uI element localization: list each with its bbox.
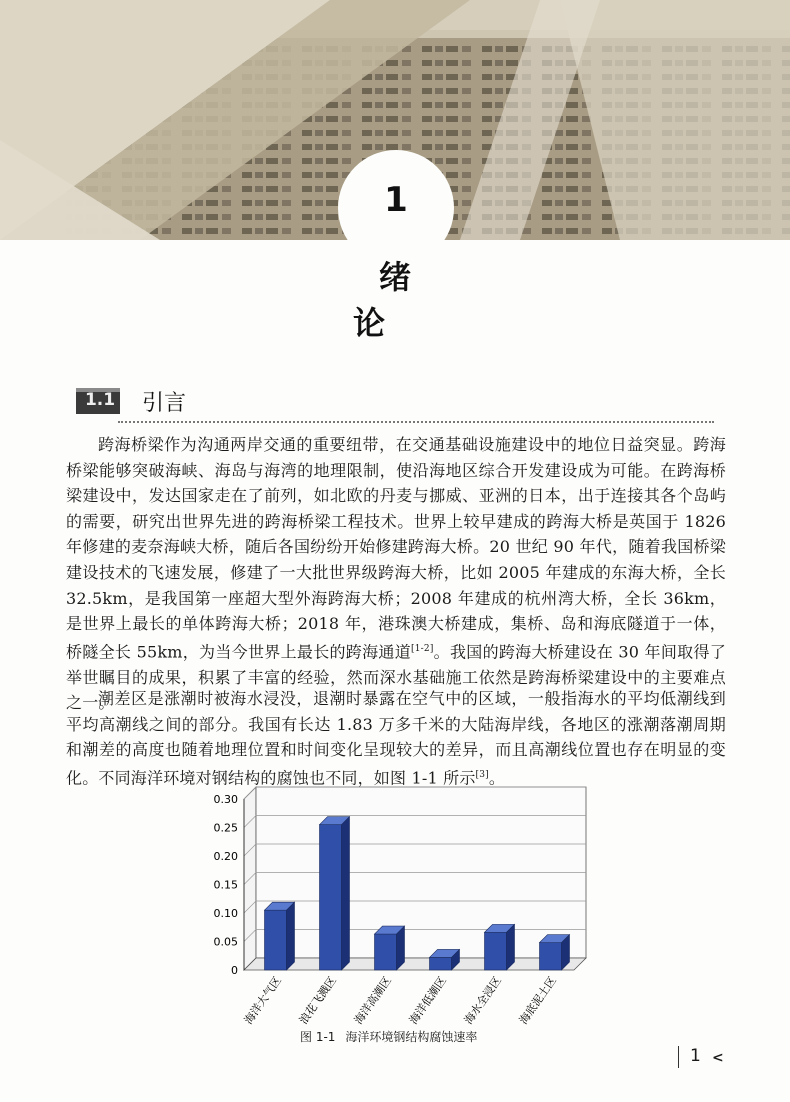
paragraph-2-text-end: 。 xyxy=(488,768,506,788)
figure-caption-text: 海洋环境钢结构腐蚀速率 xyxy=(345,1030,478,1044)
bar xyxy=(540,935,570,970)
section-divider xyxy=(118,421,714,423)
y-tick-label: 0.30 xyxy=(213,793,238,806)
citation-1-2: [1-2] xyxy=(411,643,434,654)
x-tick-label: 浪花飞溅区 xyxy=(296,974,339,1027)
y-tick-label: 0.25 xyxy=(213,821,238,835)
page-number-divider xyxy=(678,1046,679,1068)
y-tick-label: 0.05 xyxy=(213,935,238,949)
figure-caption xyxy=(300,1028,540,1045)
page-number: 1 xyxy=(690,1046,701,1066)
paragraph-1-text: 跨海桥梁作为沟通两岸交通的重要纽带，在交通基础设施建设中的地位日益突显。跨海桥梁能够突破海峡、海岛与海湾的地理限制，使沿海地区综合开发建设成为可能。在跨海桥梁建设中，发达国家走在了前列，如北欧的丹麦与挪威、亚洲的日本，出于连接其各个岛屿的需要，研究出世界先进的跨海桥梁工程技术。世界上较早建成的跨海大桥是英国于 1826 年修建的麦奈海峡大桥，随后各国纷纷开始修建跨海大桥。20 世纪 90 年代，随着我国桥梁建设技术的飞速发展，修建了一大批世界级跨海大桥，比如 2005 年建成的东海大桥，全长 32.5km，是我国第一座超大型外海跨海大桥；2008 年建成的杭州湾大桥，全长 36km，是世界上最长的单体跨海大桥；2018 年，港珠澳大桥建成，集桥、岛和海底隧道于一体，桥隧全长 55km，为当今世界上最长的跨海通道 xyxy=(66,435,726,662)
x-tick-label: 海洋大气区 xyxy=(241,974,284,1027)
bar xyxy=(320,817,350,970)
chapter-number: 1 xyxy=(384,180,408,220)
section-title: 引言 xyxy=(142,391,187,416)
bar xyxy=(485,924,515,970)
y-tick-label: 0.20 xyxy=(213,850,238,863)
bar xyxy=(375,926,405,970)
y-tick-label: 0.10 xyxy=(213,907,238,920)
x-tick-label: 海洋高潮区 xyxy=(351,974,394,1027)
x-tick-label: 海水全浸区 xyxy=(461,974,504,1027)
bar xyxy=(430,949,460,970)
y-tick-label: 0 xyxy=(231,964,238,977)
citation-3: [3] xyxy=(475,769,489,780)
chapter-title: 绪论 xyxy=(352,258,463,342)
chart-floor xyxy=(244,958,586,970)
x-tick-label: 海洋低潮区 xyxy=(406,974,449,1027)
paragraph-2-text: 潮差区是涨潮时被海水浸没，退潮时暴露在空气中的区域，一般指海水的平均低潮线到平均高潮线之间的部分。我国有长达 1.83 万多千米的大陆海岸线，各地区的涨潮落潮周期和潮差的高度也随着地理位置和时间变化呈现较大的差异，而且高潮线位置也存在明显的变化。不同海洋环境对钢结构的腐蚀也不同，如图 1-1 所示 xyxy=(66,689,726,788)
figure-label: 图 1-1 xyxy=(300,1030,336,1044)
section-number: 1.1 xyxy=(84,390,116,410)
paragraph-1 xyxy=(66,432,726,716)
paragraph-1-text-end: 。我国的跨海大桥建设在 30 年间取得了举世瞩目的成果，积累了丰富的经验，然而深水基础施工依然是跨海桥梁建设中的主要难点之一。 xyxy=(66,642,726,713)
x-tick-label: 海底泥土区 xyxy=(516,974,559,1027)
corrosion-rate-chart xyxy=(0,770,790,1040)
bar xyxy=(265,902,295,970)
page-arrow-icon: < xyxy=(712,1050,724,1066)
y-tick-label: 0.15 xyxy=(213,878,238,892)
